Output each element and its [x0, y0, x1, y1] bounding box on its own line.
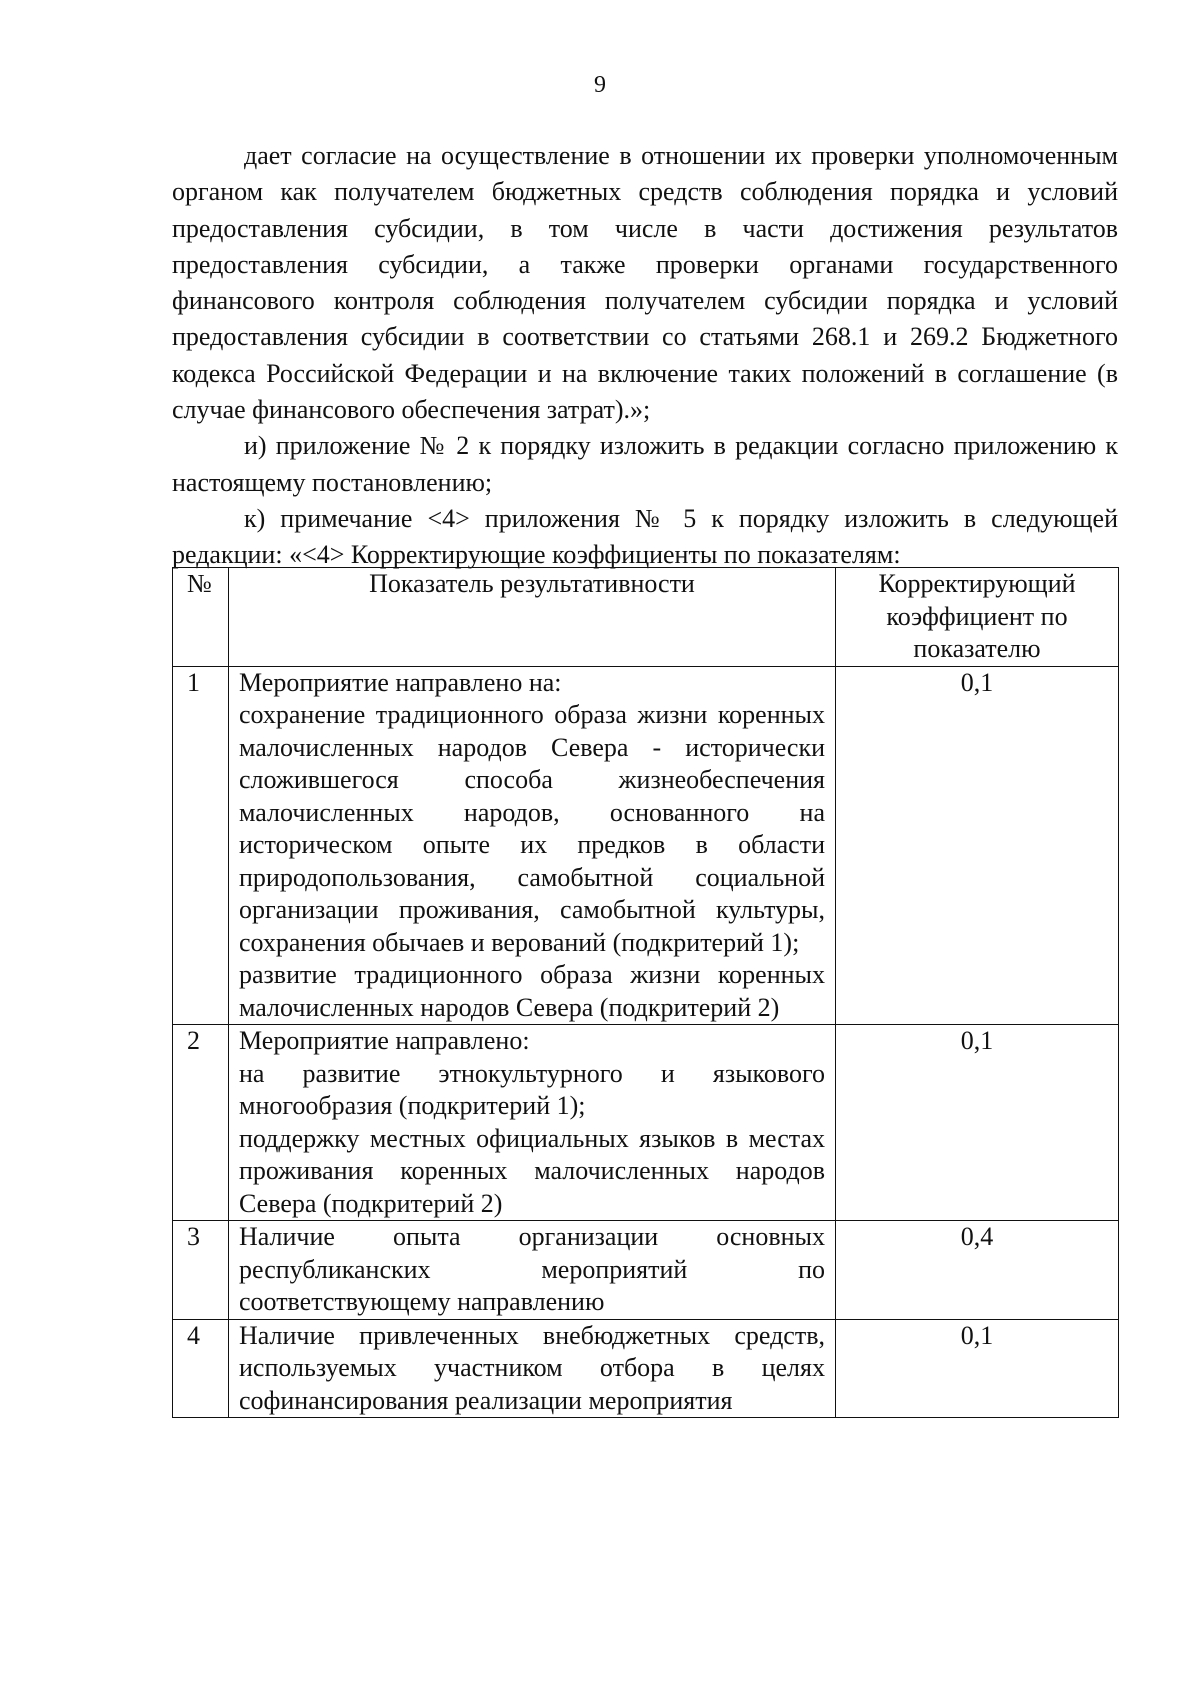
row-number: 2	[173, 1025, 229, 1221]
row-number: 4	[173, 1319, 229, 1418]
row-number: 3	[173, 1221, 229, 1320]
row-coefficient: 0,1	[836, 1319, 1119, 1418]
body-text	[172, 138, 1118, 574]
indicator-line: поддержку местных официальных языков в местах проживания коренных малочисленных народов Севера (подкритерий 2)	[239, 1123, 825, 1218]
paragraph-item-k: к) примечание <4> приложения № 5 к порядку изложить в следующей редакции: «<4> Корректирующие коэффициенты по показателям:	[172, 503, 1118, 570]
row-indicator	[229, 666, 836, 1025]
table-row	[173, 1319, 1119, 1418]
header-indicator: Показатель результативности	[229, 568, 836, 667]
page-number: 9	[594, 72, 606, 98]
coefficients-table	[172, 567, 1119, 1418]
indicator-line: на развитие этнокультурного и языкового многообразия (подкритерий 1);	[239, 1058, 825, 1120]
header-coefficient: Корректирующий коэффициент по показателю	[836, 568, 1119, 667]
indicator-line: сохранение традиционного образа жизни коренных малочисленных народов Севера - исторически сложившегося способа жизнеобеспечения малочисленных народов, основанного на историческом опыте их предков в области природопользования, самобытной социальной организации проживания, самобытной культуры, сохранения обычаев и верований (подкритерий 1);	[239, 700, 825, 957]
row-coefficient: 0,4	[836, 1221, 1119, 1320]
table-row	[173, 1221, 1119, 1320]
row-indicator	[229, 1319, 836, 1418]
row-number: 1	[173, 666, 229, 1025]
row-coefficient: 0,1	[836, 666, 1119, 1025]
header-number: №	[173, 568, 229, 667]
paragraph-consent: дает согласие на осуществление в отношении их проверки уполномоченным органом как получателем бюджетных средств соблюдения порядка и условий предоставления субсидии, в том числе в части достижения результатов предоставления субсидии, а также проверки органами государственного финансового контроля соблюдения получателем субсидии порядка и условий предоставления субсидии в соответствии со статьями 268.1 и 269.2 Бюджетного кодекса Российской Федерации и на включение таких положений в соглашение (в случае финансового обеспечения затрат).»;	[172, 141, 1118, 425]
row-coefficient: 0,1	[836, 1025, 1119, 1221]
row-indicator	[229, 1025, 836, 1221]
row-indicator	[229, 1221, 836, 1320]
table-row	[173, 1025, 1119, 1221]
indicator-line: развитие традиционного образа жизни коренных малочисленных народов Севера (подкритерий 2)	[239, 960, 825, 1022]
indicator-line: Наличие привлеченных внебюджетных средств, используемых участником отбора в целях софинансирования реализации мероприятия	[239, 1320, 825, 1415]
indicator-line: Мероприятие направлено на:	[239, 667, 562, 697]
indicator-line: Мероприятие направлено:	[239, 1026, 530, 1055]
table-header-row	[173, 568, 1119, 667]
indicator-line: Наличие опыта организации основных республиканских мероприятий по соответствующему направлению	[239, 1222, 825, 1316]
paragraph-item-i: и) приложение № 2 к порядку изложить в редакции согласно приложению к настоящему постановлению;	[172, 431, 1118, 497]
table-row	[173, 666, 1119, 1025]
